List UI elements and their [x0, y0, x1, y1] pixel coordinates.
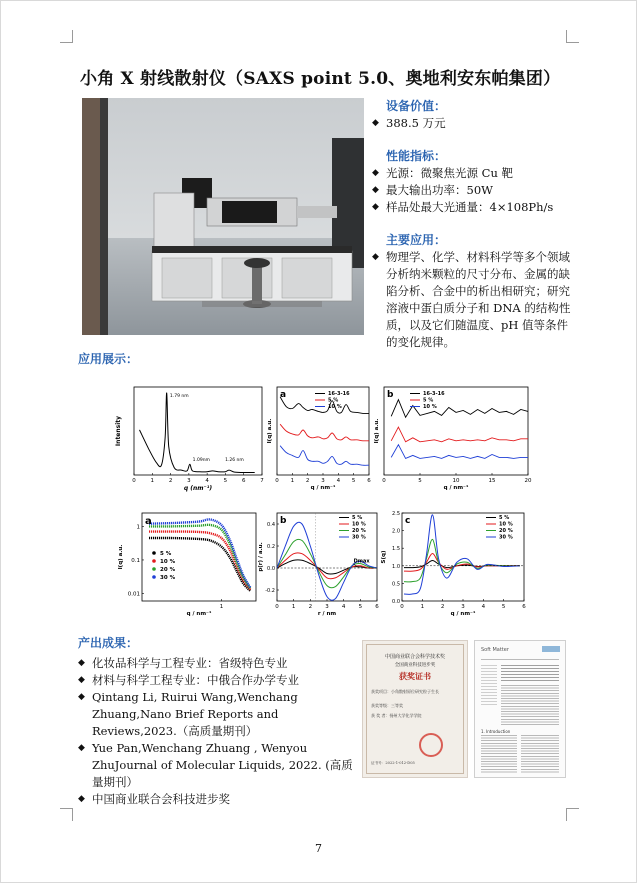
output-item: Yue Pan,Wenchang Zhuang , Wenyou ZhuJournal of Molecular Liquids, 2022. (高质量期刊） [92, 741, 353, 789]
instrument-photo [82, 98, 364, 335]
chart-panel-a-top [265, 381, 375, 499]
certificate-line: 获 奖 者：扬州大学化学学院 [371, 713, 422, 718]
x-tick-label: 2 [305, 478, 310, 484]
output-item: 中国商业联合会科技进步奖 [92, 792, 230, 806]
x-tick-label: 10 [452, 478, 460, 484]
x-tick-label: 1 [290, 478, 295, 484]
legend-label: 20 % [352, 528, 366, 534]
output-item: 材料与科学工程专业：中俄合作办学专业 [92, 673, 299, 687]
output-item: Qintang Li, Ruirui Wang,Wenchang Zhuang,Nano Brief Reports and Reviews,2023.（高质量期刊） [92, 690, 298, 738]
y-tick-label: 0.2 [267, 544, 275, 550]
crop-mark [566, 30, 579, 43]
x-tick-label: 1 [420, 604, 425, 610]
y-tick-label: 0.01 [127, 591, 140, 598]
performance-item: 样品处最大光通量：4×108Ph/s [386, 200, 554, 214]
list-item [78, 672, 358, 689]
y-tick-label: 2.0 [392, 528, 400, 535]
outputs-list [78, 655, 358, 808]
x-tick-label: 0 [275, 604, 279, 610]
x-tick-label: 6 [375, 604, 379, 610]
x-tick-label: 4 [336, 478, 341, 484]
certificate-heading: 获奖证书 [399, 671, 431, 681]
x-tick-label: 0 [275, 478, 279, 484]
y-tick-label: 0.5 [392, 581, 400, 588]
journal-logo-icon [542, 646, 560, 652]
legend-label: 5 % [160, 551, 172, 557]
list-item [372, 165, 572, 182]
legend-label: 5 % [499, 515, 510, 521]
x-tick-label: 1 [291, 604, 296, 610]
paper-journal: Soft Matter [481, 647, 509, 653]
y-tick-label: -0.2 [265, 588, 275, 594]
performance-item: 光源：微聚焦光源 Cu 靶 [386, 166, 514, 180]
x-tick-label: 5 [418, 478, 422, 484]
y-tick-label: 1.5 [392, 546, 400, 553]
x-tick-label: 7 [260, 478, 264, 484]
panel-label: a [280, 390, 287, 400]
y-axis-label: Intensity [115, 415, 122, 447]
legend-label: 5 % [328, 397, 339, 404]
x-axis-label: q (nm⁻¹) [183, 485, 213, 492]
output-item: 化妆品科学与工程专业：省级特色专业 [92, 656, 288, 670]
y-axis-label: p(r) / a.u. [258, 542, 264, 572]
crop-mark [60, 808, 73, 821]
certificate-line: 获奖项目：小角散射原位研究粒子生长 [371, 689, 439, 694]
certificate-line: 全国商业科技进步奖 [394, 663, 436, 668]
x-tick-label: 2 [308, 604, 313, 610]
x-axis-label: r / nm [317, 611, 337, 617]
x-tick-label: 15 [488, 478, 496, 484]
x-tick-label: 1 [219, 604, 224, 610]
certificate-line: 证书号：2022-1-012-D05 [371, 761, 415, 765]
info-panel [372, 98, 572, 351]
y-tick-label: 0.0 [267, 566, 275, 572]
legend-label: 30 % [499, 534, 513, 541]
x-tick-label: 2 [440, 604, 445, 610]
x-axis-label: q / nm⁻¹ [186, 611, 212, 617]
diamond-bullet-icon: ◆ [78, 743, 85, 753]
annotation: 1.09nm [192, 458, 210, 463]
list-item [78, 655, 358, 672]
series-line [280, 424, 369, 441]
legend-label: 10 % [328, 404, 342, 410]
x-tick-label: 5 [358, 604, 363, 610]
diamond-bullet-icon: ◆ [78, 658, 85, 668]
annotation: 1.26 nm [225, 458, 244, 463]
chart-panel-b-top [372, 381, 532, 499]
x-tick-label: 5 [223, 478, 228, 484]
y-axis-label: I(q) a.u. [118, 544, 124, 570]
journal-paper-image [474, 640, 566, 778]
series-line [391, 445, 528, 459]
chart-saxs-pattern [112, 381, 268, 499]
panel-label: a [145, 516, 152, 527]
page-number: 7 [315, 842, 322, 855]
diamond-bullet-icon: ◆ [372, 202, 379, 212]
series-line [404, 539, 520, 581]
diamond-bullet-icon: ◆ [372, 168, 379, 178]
paper-section: 1. Introduction [481, 729, 511, 734]
seal-icon [419, 733, 443, 757]
legend-swatch [152, 575, 156, 579]
x-axis-label: q / nm⁻¹ [310, 485, 336, 491]
list-item [372, 182, 572, 199]
dmax-label: Dmax [353, 558, 370, 565]
list-item [372, 115, 572, 132]
value-text: 388.5 万元 [386, 116, 446, 130]
x-tick-label: 3 [187, 478, 191, 484]
legend-label: 10 % [352, 521, 366, 528]
showcase-heading: 应用展示： [78, 352, 139, 366]
performance-item: 最大输出功率：50W [386, 183, 493, 197]
x-tick-label: 0 [400, 604, 404, 610]
y-tick-label: 0.0 [392, 599, 400, 605]
diamond-bullet-icon: ◆ [372, 185, 379, 195]
x-tick-label: 20 [524, 478, 532, 484]
x-tick-label: 3 [321, 478, 325, 484]
legend-label: 16-3-16 [328, 391, 350, 397]
legend-label: 20 % [160, 567, 176, 573]
crop-mark [566, 808, 579, 821]
value-heading: 设备价值： [386, 99, 447, 113]
plot-frame [384, 387, 528, 475]
y-tick-label: 1.0 [392, 563, 400, 570]
diamond-bullet-icon: ◆ [372, 118, 379, 128]
x-tick-label: 4 [481, 604, 486, 610]
legend-swatch [152, 559, 156, 563]
diamond-bullet-icon: ◆ [78, 692, 85, 702]
list-item [78, 791, 358, 808]
annotation: 1.79 nm [169, 394, 189, 399]
x-tick-label: 4 [205, 478, 209, 484]
crop-mark [60, 30, 73, 43]
series-line [280, 397, 369, 414]
y-tick-label: 0.4 [267, 522, 275, 528]
x-axis-label: q / nm⁻¹ [443, 485, 469, 491]
x-tick-label: 6 [522, 604, 526, 610]
x-tick-label: 3 [461, 604, 465, 610]
x-tick-label: 3 [325, 604, 329, 610]
application-heading: 主要应用： [386, 233, 447, 247]
outputs-heading: 产出成果： [78, 636, 139, 650]
x-tick-label: 0 [132, 478, 136, 484]
chart-panel-b-bottom [257, 507, 383, 621]
panel-label: c [405, 516, 411, 526]
legend-label: 10 % [160, 559, 176, 565]
x-tick-label: 5 [351, 478, 356, 484]
legend-label: 5 % [423, 397, 434, 404]
diamond-bullet-icon: ◆ [372, 252, 379, 262]
x-tick-label: 2 [168, 478, 173, 484]
legend-label: 30 % [352, 534, 366, 541]
legend-label: 30 % [160, 575, 176, 581]
series-line [280, 446, 369, 466]
y-axis-label: I(q) a.u. [374, 418, 380, 444]
legend-label: 5 % [352, 515, 363, 521]
legend-label: 10 % [423, 404, 437, 410]
page-title: 小角 X 射线散射仪（SAXS point 5.0、奥地利安东帕集团） [80, 69, 561, 89]
chart-panel-c-bottom [380, 507, 530, 621]
list-item [78, 740, 358, 791]
legend-label: 20 % [499, 528, 513, 534]
series-line [391, 427, 528, 442]
legend-swatch [152, 567, 156, 571]
x-tick-label: 0 [382, 478, 386, 484]
diamond-bullet-icon: ◆ [78, 794, 85, 804]
y-axis-label: S(q) [381, 550, 387, 564]
x-axis-label: q / nm⁻¹ [450, 611, 476, 617]
application-text: 物理学、化学、材料科学等多个领域分析纳米颗粒的尺寸分布、金属的缺陷分析、合金中的析出相研究；研究溶液中蛋白质分子和 DNA 的结构性质，以及它们随温度、pH 值等条件的变化规律。 [386, 250, 571, 349]
diamond-bullet-icon: ◆ [78, 675, 85, 685]
series-line [277, 553, 377, 579]
list-item [78, 689, 358, 740]
award-certificate-image [362, 640, 468, 778]
list-item [372, 249, 572, 351]
x-tick-label: 6 [241, 478, 246, 484]
y-axis-label: I(q) a.u. [267, 418, 273, 444]
x-tick-label: 1 [150, 478, 155, 484]
panel-label: b [280, 516, 287, 526]
panel-label: b [387, 390, 394, 400]
legend-label: 16-3-16 [423, 391, 445, 397]
y-tick-label: 2.5 [392, 511, 400, 517]
x-tick-label: 5 [501, 604, 506, 610]
certificate-line: 中国商业联合会科学技术奖 [384, 654, 445, 660]
y-tick-label: 1 [136, 524, 140, 531]
certificate-line: 获奖等级：三等奖 [371, 703, 403, 708]
x-tick-label: 4 [341, 604, 346, 610]
legend-swatch [152, 551, 156, 555]
y-tick-label: 0.1 [131, 557, 140, 564]
x-tick-label: 6 [367, 478, 371, 484]
list-item [372, 199, 572, 216]
series-line [391, 397, 528, 418]
legend-label: 10 % [499, 521, 513, 528]
performance-heading: 性能指标： [386, 149, 447, 163]
chart-panel-a-bottom [112, 507, 262, 621]
